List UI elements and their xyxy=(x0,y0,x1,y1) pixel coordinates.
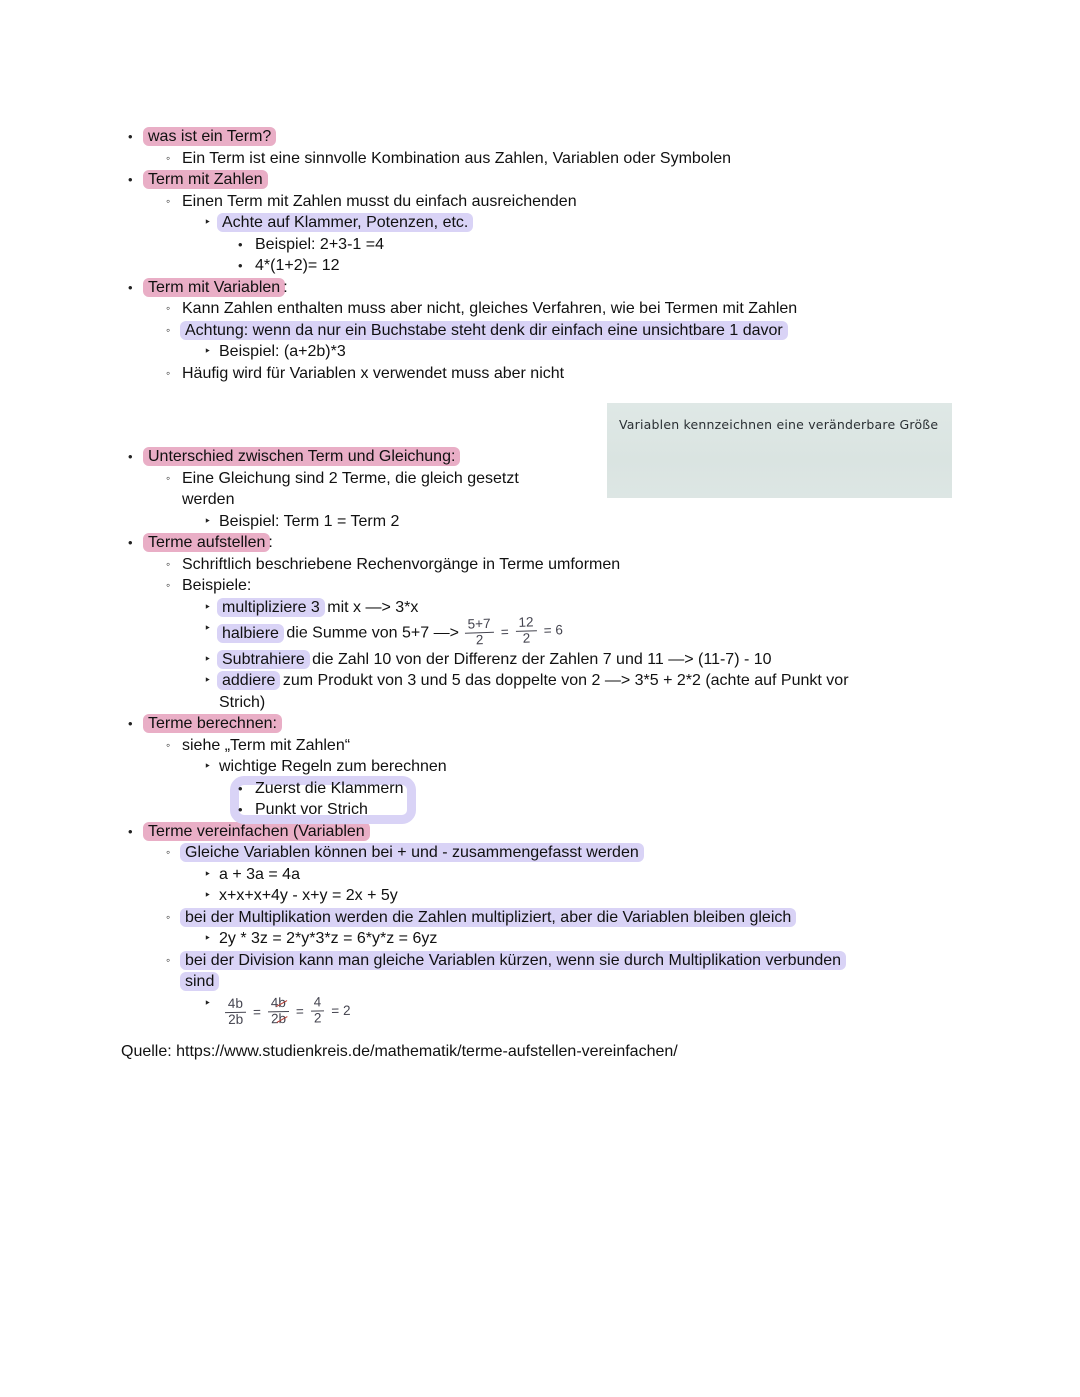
highlighted-text: Unterschied zwischen Term und Gleichung: xyxy=(143,447,460,466)
line-content xyxy=(182,971,217,993)
highlighted-text: Achte auf Klammer, Potenzen, etc. xyxy=(217,213,473,232)
line-content xyxy=(182,191,577,213)
crossed-out-variable: b xyxy=(278,1010,287,1026)
sticky-note xyxy=(607,403,952,498)
bullet-icon: ◦ xyxy=(166,737,171,752)
bullet-icon: • xyxy=(128,823,133,839)
bullet-icon: ‣ xyxy=(204,866,212,881)
line-content xyxy=(219,511,399,533)
bullet-icon: • xyxy=(128,279,133,295)
text-segment: mit x —> 3*x xyxy=(322,598,419,616)
text-segment: Kann Zahlen enthalten muss aber nicht, gleiches Verfahren, wie bei Termen mit Zahlen xyxy=(182,300,798,317)
bullet-icon: ‣ xyxy=(204,599,212,614)
line-content xyxy=(182,298,797,320)
line-content xyxy=(182,950,844,972)
fraction-denominator: 2 xyxy=(313,1009,322,1026)
note-line xyxy=(121,169,1021,191)
highlighted-text: bei der Division kann man gleiche Variablen kürzen, wenn sie durch Multiplikation verbunden xyxy=(180,951,846,970)
note-line xyxy=(121,320,1021,342)
bullet-icon: ‣ xyxy=(204,215,212,229)
bullet-icon: • xyxy=(128,716,133,732)
note-line xyxy=(238,778,404,800)
text-segment: Einen Term mit Zahlen musst du einfach ausreichenden xyxy=(182,192,577,210)
note-line xyxy=(121,713,1021,735)
line-content xyxy=(182,907,794,929)
note-line xyxy=(121,148,1021,170)
fraction-numerator: 12 xyxy=(515,615,537,632)
highlighted-text: Terme berechnen: xyxy=(143,714,282,733)
bullet-icon: ‣ xyxy=(204,673,212,688)
fraction-denominator: 2b xyxy=(228,1011,244,1027)
note-line xyxy=(121,842,1021,864)
handwritten-math xyxy=(225,995,351,1028)
text-segment: x+x+x+4y - x+y = 2x + 5y xyxy=(219,887,398,905)
math-text: = xyxy=(295,1003,304,1019)
text-segment: Schriftlich beschriebene Rechenvorgänge in Terme umformen xyxy=(182,555,621,573)
line-content xyxy=(182,148,731,170)
bullet-icon: ◦ xyxy=(166,952,171,967)
bullet-icon: ◦ xyxy=(166,470,171,485)
source-line xyxy=(121,1041,678,1063)
note-line xyxy=(121,532,1021,554)
highlighted-text: bei der Multiplikation werden die Zahlen multipliziert, aber die Variablen bleiben gleich xyxy=(180,908,796,927)
note-line xyxy=(121,864,1021,886)
line-content xyxy=(145,821,368,843)
note-line xyxy=(121,277,1021,299)
bullet-icon: ◦ xyxy=(166,301,171,315)
handwritten-math xyxy=(464,614,563,648)
bullet-icon: ‣ xyxy=(204,621,212,635)
fraction-numerator: 4b xyxy=(268,996,289,1012)
highlighted-text: Term mit Zahlen xyxy=(143,170,268,189)
line-content xyxy=(182,735,350,757)
bullet-icon: ‣ xyxy=(204,513,212,528)
crossed-out-variable: b xyxy=(278,994,286,1010)
highlighted-text: halbiere xyxy=(217,624,284,643)
note-line xyxy=(121,692,1021,714)
highlighted-text: Subtrahiere xyxy=(217,650,310,669)
line-content xyxy=(219,649,772,671)
highlighted-text: was ist ein Term? xyxy=(143,127,276,146)
math-text: = 6 xyxy=(543,621,564,638)
line-content xyxy=(219,670,849,692)
text-segment: 2y * 3z = 2*y*3*z = 6*y*z = 6yz xyxy=(219,930,438,948)
fraction-denominator: 2 xyxy=(522,630,531,646)
bullet-icon: ◦ xyxy=(166,845,171,860)
bullet-icon: • xyxy=(238,802,243,818)
note-line xyxy=(121,575,1021,597)
line-content xyxy=(219,212,471,234)
text-segment: Beispiel: (a+2b)*3 xyxy=(219,343,346,360)
bullet-icon: ‣ xyxy=(204,995,212,1010)
line-content xyxy=(219,341,346,363)
text-segment: Beispiel: Term 1 = Term 2 xyxy=(219,512,400,530)
text-segment: Zuerst die Klammern xyxy=(255,779,404,797)
line-content xyxy=(145,446,458,468)
fraction-denominator: 2 xyxy=(475,631,484,648)
bullet-icon: • xyxy=(238,780,243,796)
note-line xyxy=(121,993,1021,1036)
highlighted-text: Gleiche Variablen können bei + und - zusammengefasst werden xyxy=(180,843,644,862)
note-line xyxy=(121,950,1021,972)
fraction xyxy=(268,996,290,1027)
text-segment: die Zahl 10 von der Differenz der Zahlen 7 und 11 —> (11-7) - 10 xyxy=(307,650,772,668)
note-line xyxy=(121,234,1021,256)
note-line xyxy=(121,756,1021,778)
line-content xyxy=(219,756,447,778)
bullet-icon: ‣ xyxy=(204,931,212,946)
fraction xyxy=(515,615,537,646)
highlighted-text: Achtung: wenn da nur ein Buchstabe steht denk dir einfach eine unsichtbare 1 davor xyxy=(180,321,788,340)
bullet-icon: • xyxy=(128,172,133,187)
note-line xyxy=(121,597,1021,619)
note-line xyxy=(238,799,404,821)
text-segment: Häufig wird für Variablen x verwendet muss aber nicht xyxy=(182,364,565,382)
note-line xyxy=(121,821,1021,843)
sticky-note-text: Variablen kennzeichnen eine veränderbare Größe xyxy=(619,417,939,432)
text-segment: zum Produkt von 3 und 5 das doppelte von 2 —> 3*5 + 2*2 (achte auf Punkt vor xyxy=(278,672,849,690)
highlighted-text: addiere xyxy=(217,671,280,690)
text-segment: : xyxy=(268,534,273,551)
bullet-icon: ◦ xyxy=(166,193,171,208)
bullet-icon: ◦ xyxy=(166,365,171,380)
text-segment: Ein Term ist eine sinnvolle Kombination aus Zahlen, Variablen oder Symbolen xyxy=(182,149,732,167)
highlighted-text: Terme aufstellen xyxy=(143,533,270,552)
line-content xyxy=(182,554,620,576)
bullet-icon: ◦ xyxy=(166,578,171,592)
bullet-icon: ‣ xyxy=(204,888,212,903)
highlighted-text: Term mit Variablen xyxy=(143,278,285,297)
line-content xyxy=(219,928,437,950)
line-content xyxy=(145,169,266,191)
fraction-numerator: 4 xyxy=(311,995,325,1011)
fraction xyxy=(225,996,247,1027)
bullet-icon: • xyxy=(238,236,243,252)
line-content xyxy=(255,799,368,821)
highlighted-text: Terme vereinfachen (Variablen xyxy=(143,822,370,841)
note-line xyxy=(121,885,1021,907)
purple-highlight-box xyxy=(238,778,404,821)
line-content xyxy=(219,614,564,649)
fraction-denominator: 2b xyxy=(270,1010,287,1026)
note-line xyxy=(121,126,1021,148)
text-segment: wichtige Regeln zum berechnen xyxy=(219,758,447,776)
line-content xyxy=(219,885,398,907)
bullet-icon: ‣ xyxy=(204,344,212,358)
bullet-icon: ‣ xyxy=(204,651,212,666)
line-content xyxy=(145,532,273,554)
line-content xyxy=(145,126,274,148)
line-content xyxy=(255,234,384,256)
math-text: = xyxy=(252,1003,262,1019)
text-segment: Eine Gleichung sind 2 Terme, die gleich gesetzt xyxy=(182,469,519,487)
source-url[interactable]: Quelle: https://www.studienkreis.de/mathematik/terme-aufstellen-vereinfachen/ xyxy=(121,1043,678,1060)
math-text: = 2 xyxy=(331,1002,351,1018)
math-text: = xyxy=(500,623,509,640)
note-line xyxy=(121,191,1021,213)
text-segment: a + 3a = 4a xyxy=(219,865,300,883)
bullet-icon: ◦ xyxy=(166,150,171,165)
note-line xyxy=(121,298,1021,320)
text-segment: Punkt vor Strich xyxy=(255,801,368,819)
fraction-numerator: 5+7 xyxy=(464,617,493,634)
line-content xyxy=(182,363,564,385)
note-line xyxy=(121,649,1021,671)
bullet-icon: • xyxy=(128,535,133,550)
text-segment: werden xyxy=(182,491,235,508)
line-content xyxy=(219,993,351,1027)
highlighted-text: multipliziere 3 xyxy=(217,598,325,617)
line-content xyxy=(182,468,519,490)
line-content xyxy=(182,320,786,342)
text-segment: siehe „Term mit Zahlen“ xyxy=(182,736,351,754)
note-line xyxy=(121,670,1021,692)
note-line xyxy=(121,735,1021,757)
bullet-icon: ‣ xyxy=(204,759,212,774)
line-content xyxy=(182,842,642,864)
note-line xyxy=(121,554,1021,576)
note-line xyxy=(121,928,1021,950)
line-content xyxy=(255,255,340,277)
line-content xyxy=(182,489,234,511)
note-line xyxy=(121,511,1021,533)
note-line xyxy=(121,212,1021,234)
line-content xyxy=(219,692,265,714)
bullet-icon: • xyxy=(128,129,133,144)
bullet-icon: ◦ xyxy=(166,556,171,571)
note-line xyxy=(121,341,1021,363)
highlighted-text: sind xyxy=(180,972,219,991)
fraction xyxy=(464,617,494,649)
line-content xyxy=(145,713,280,735)
note-line xyxy=(121,907,1021,929)
note-line xyxy=(121,363,1021,385)
line-content xyxy=(182,575,251,597)
bullet-icon: ◦ xyxy=(166,909,171,924)
line-content xyxy=(219,864,300,886)
text-segment: Beispiel: 2+3-1 =4 xyxy=(255,235,384,253)
fraction xyxy=(311,995,325,1026)
bullet-icon: ◦ xyxy=(166,322,171,337)
line-content xyxy=(145,277,288,299)
note-line xyxy=(121,255,1021,277)
notes-list xyxy=(121,126,1021,1036)
text-segment: : xyxy=(283,278,288,296)
note-line xyxy=(121,614,1021,649)
note-line xyxy=(121,971,1021,993)
bullet-icon: • xyxy=(238,258,243,273)
bullet-icon: • xyxy=(128,449,133,464)
text-segment: 4*(1+2)= 12 xyxy=(255,257,340,274)
fraction-numerator: 4b xyxy=(225,996,246,1012)
text-segment: Strich) xyxy=(219,693,266,711)
line-content xyxy=(219,597,418,619)
text-segment: Beispiele: xyxy=(182,577,252,594)
text-segment: die Summe von 5+7 —> xyxy=(281,624,459,642)
line-content xyxy=(255,778,404,800)
